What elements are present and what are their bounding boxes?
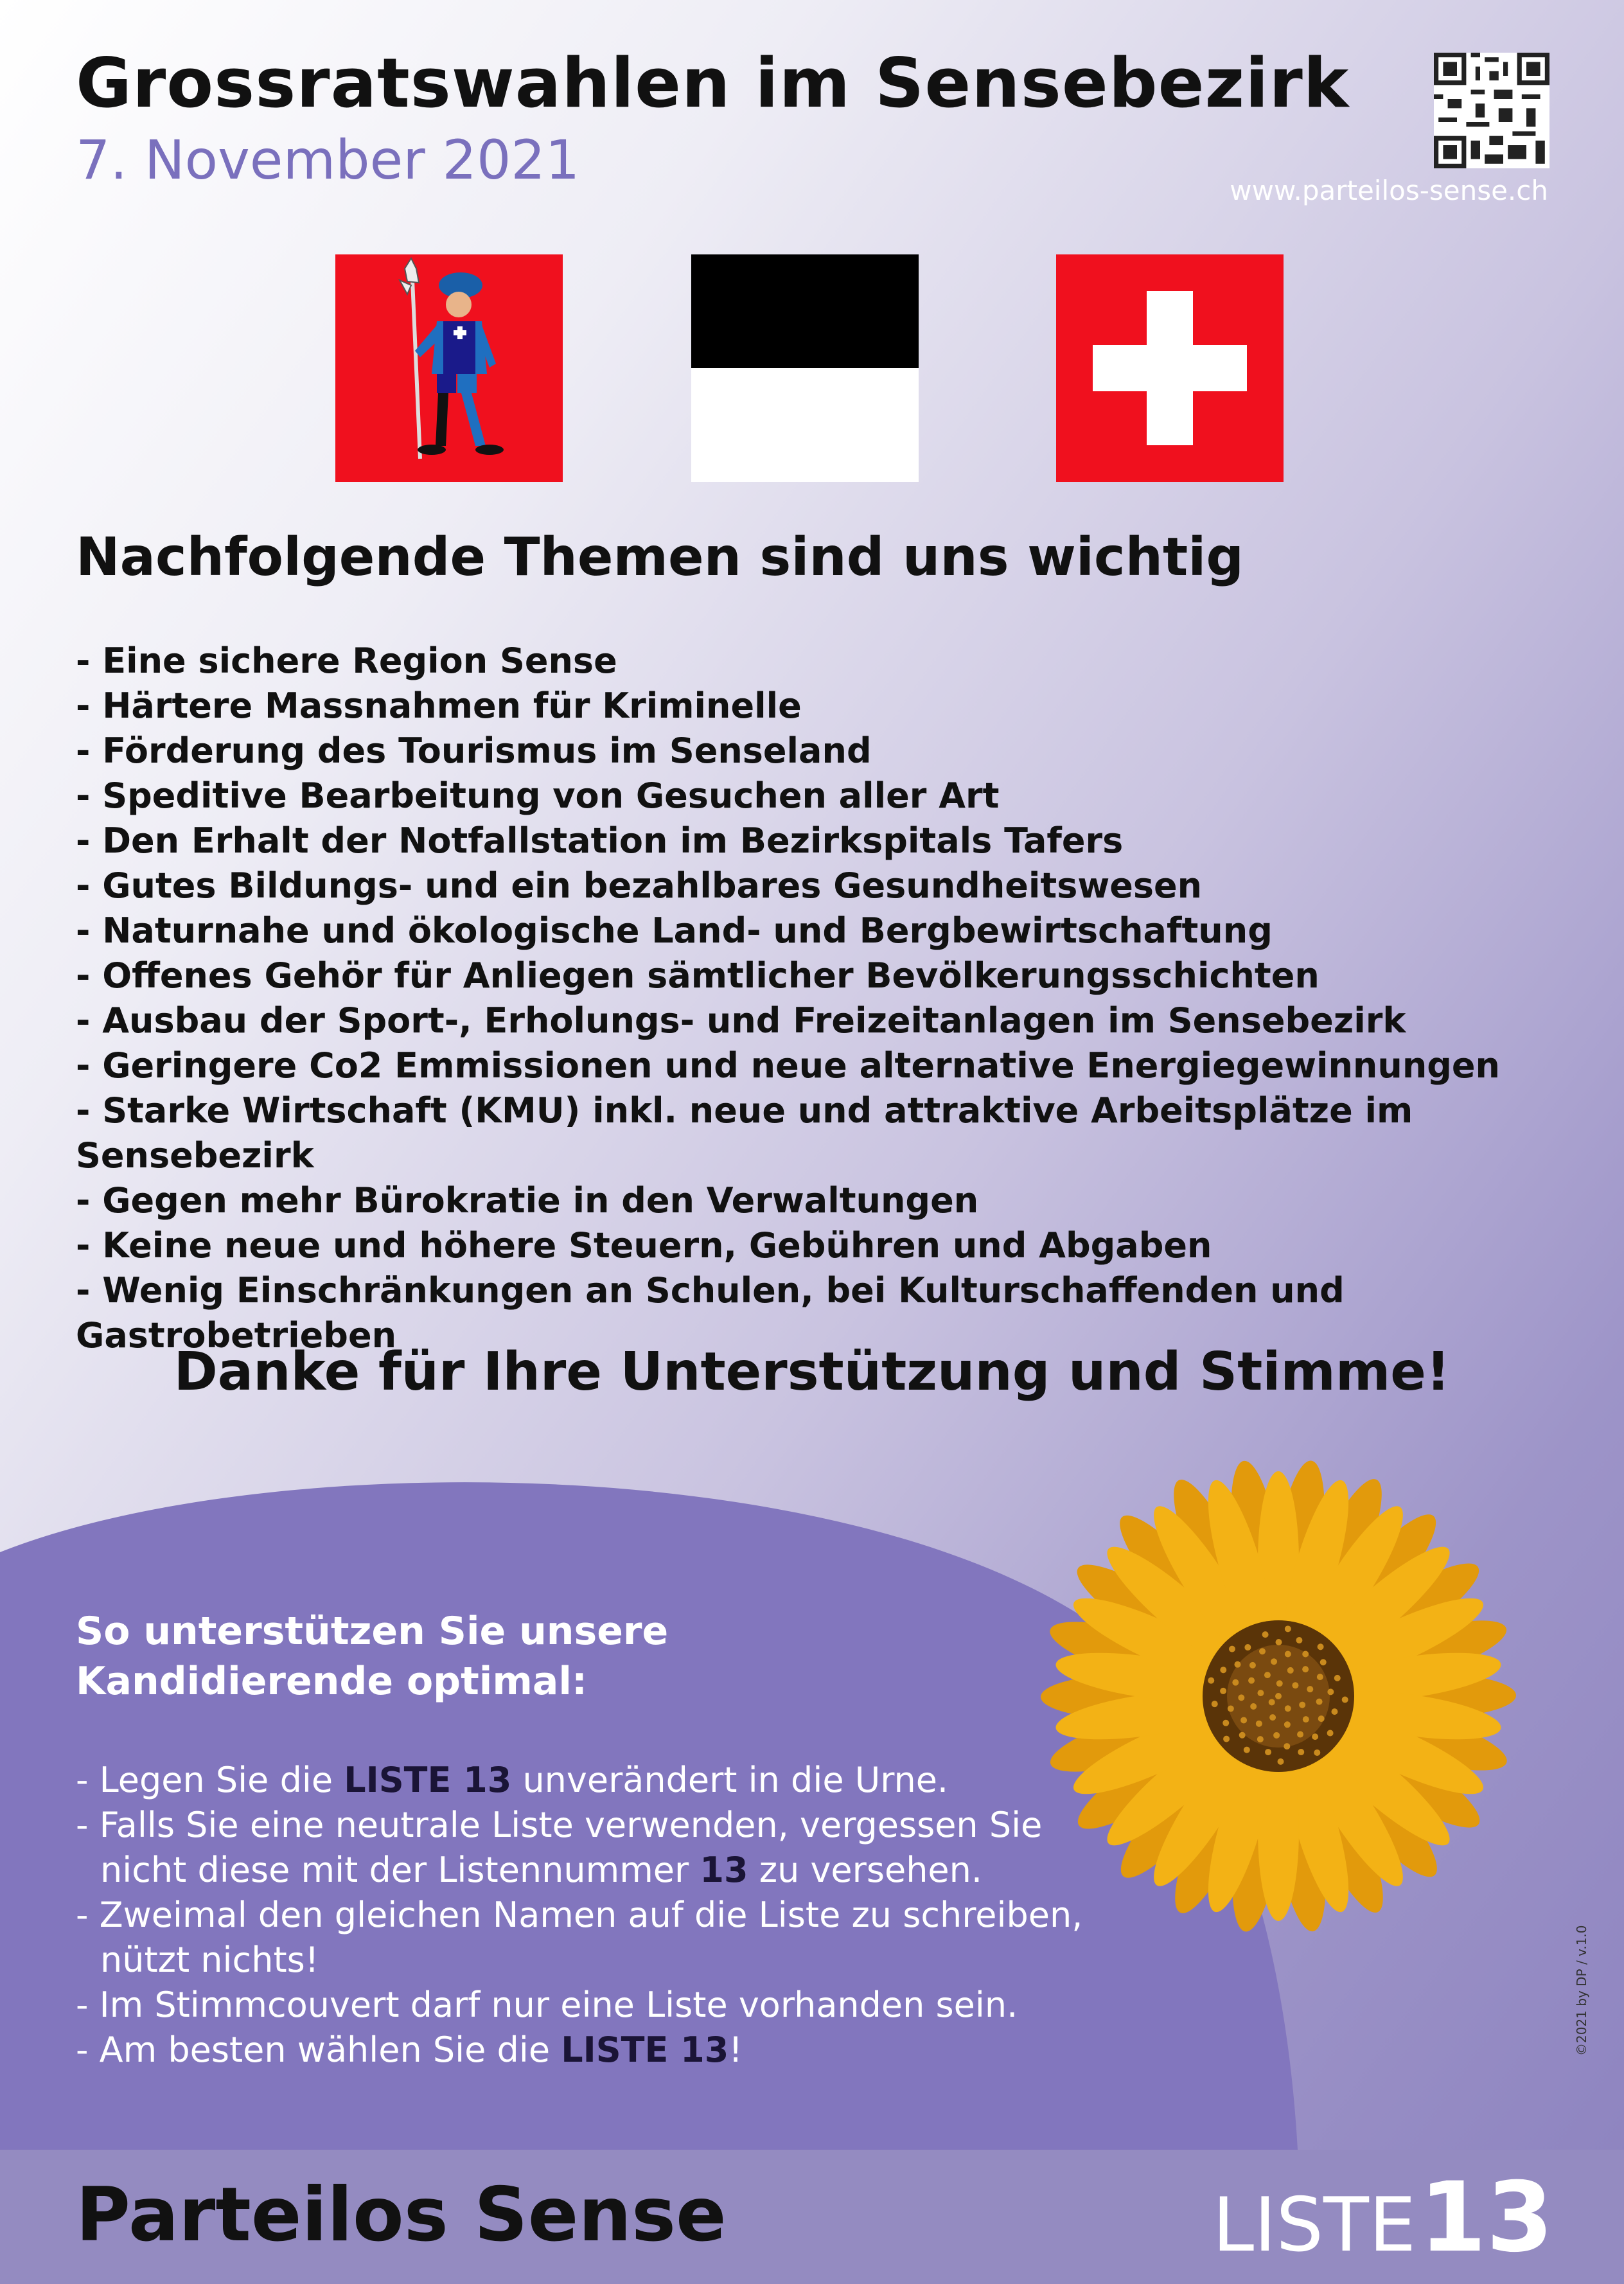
list-item: - Im Stimmcouvert darf nur eine Liste vorhanden sein. [76,1985,1018,2025]
themes-list [76,639,1624,1178]
list-item: - Am besten wählen Sie die LISTE 13! [76,2030,743,2070]
support-heading [76,1606,668,1706]
support-list [76,1758,1104,2073]
list-number-badge [1213,2162,1553,2274]
list-item: - Den Erhalt der Notfallstation im Bezirkspitals Tafers [76,820,1124,861]
liste-number: 13 [1419,2162,1553,2274]
swiss-flag [1056,254,1284,482]
list-item: - Wenig Einschränkungen an Schulen, bei Kulturschaffenden und Gastrobetrieben [76,1270,1345,1356]
list-item: - Förderung des Tourismus im Senseland [76,730,872,771]
thanks-message: Danke für Ihre Unterstützung und Stimme! [173,1341,1451,1403]
liste-word: LISTE [1212,2182,1417,2269]
themes-heading: Nachfolgende Themen sind uns wichtig [76,527,1244,588]
against-list [76,1178,1624,1358]
list-item: - Offenes Gehör für Anliegen sämtlicher Bevölkerungsschichten [76,955,1320,996]
list-item: - Legen Sie die LISTE 13 unverändert in die Urne. [76,1760,949,1800]
sense-district-flag [335,254,563,482]
halberdier-emblem [335,254,563,482]
support-heading-line2: Kandidierende optimal: [76,1659,587,1704]
list-item: - Gegen mehr Bürokratie in den Verwaltungen [76,1180,979,1221]
party-name: Parteilos Sense [76,2172,727,2258]
list-item: - Eine sichere Region Sense [76,641,617,681]
election-date: 7. November 2021 [76,128,580,191]
website-url[interactable]: www.parteilos-sense.ch [1230,175,1548,206]
list-item: - Keine neue und höhere Steuern, Gebühren und Abgaben [76,1225,1212,1266]
list-item: - Speditive Bearbeitung von Gesuchen aller Art [76,775,1000,816]
list-item: - Härtere Massnahmen für Kriminelle [76,686,802,726]
support-heading-line1: So unterstützen Sie unsere [76,1609,669,1654]
list-item: - Starke Wirtschaft (KMU) inkl. neue und attraktive Arbeitsplätze im Sensebezirk [76,1090,1413,1176]
list-item: - Falls Sie eine neutrale Liste verwenden, vergessen Sie nicht diese mit der Listennummer 13 zu versehen. [76,1805,1043,1890]
list-item: - Zweimal den gleichen Namen auf die Liste zu schreiben, nützt nichts! [76,1895,1083,1980]
copyright-note: ©2021 by DP / v.1.0 [1574,1925,1589,2056]
list-item: - Naturnahe und ökologische Land- und Bergbewirtschaftung [76,910,1273,951]
fribourg-flag [691,254,919,482]
list-item: - Gutes Bildungs- und ein bezahlbares Gesundheitswesen [76,865,1203,906]
sunflower-image [1015,1426,1542,1953]
list-item: - Geringere Co2 Emmissionen und neue alternative Energiegewinnungen [76,1045,1500,1086]
page-title: Grossratswahlen im Sensebezirk [76,44,1350,123]
list-item: - Ausbau der Sport-, Erholungs- und Freizeitanlagen im Sensebezirk [76,1000,1406,1041]
qr-code [1434,53,1549,168]
